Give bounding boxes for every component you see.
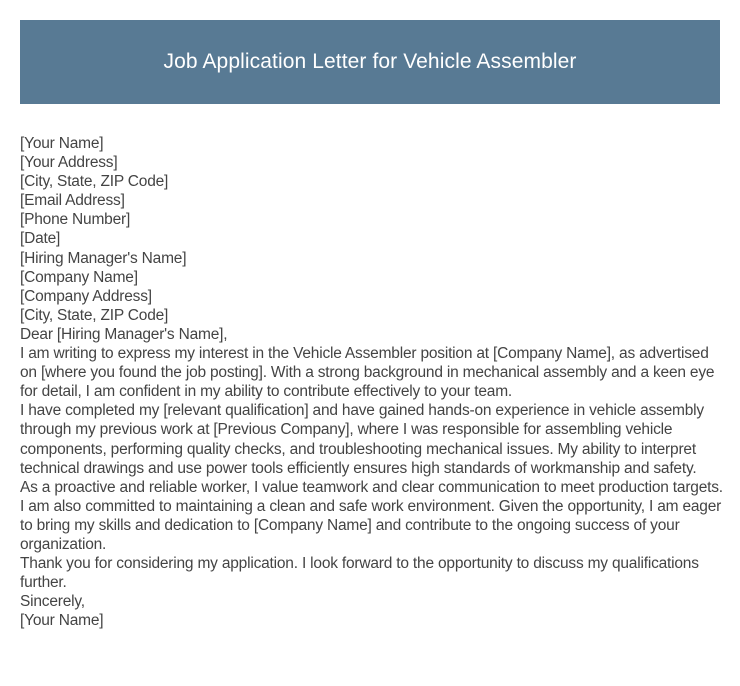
sender-email: [Email Address] — [20, 192, 125, 210]
sender-address: [Your Address] — [20, 154, 118, 172]
paragraph-qualities: As a proactive and reliable worker, I value teamwork and clear communication to meet production targets. I am also committed to maintaining a clean and safe work environment. Given the opportunity, I am eager to bring my skills and dedication to [Company Name] and contribute to the ongoing success of your organization. — [20, 478, 723, 553]
letter-date: [Date] — [20, 230, 61, 248]
salutation: Dear [Hiring Manager's Name], — [20, 325, 228, 343]
letter-header — [20, 20, 720, 104]
paragraph-thanks: Thank you for considering my application. I look forward to the opportunity to discuss my qualifications further. — [20, 555, 699, 592]
sender-name: [Your Name] — [20, 135, 104, 152]
letter-body — [20, 134, 725, 630]
recipient-company-name: [Company Name] — [20, 268, 138, 286]
recipient-company-address: [Company Address] — [20, 287, 152, 305]
closing: Sincerely, — [20, 593, 85, 611]
recipient-city-state-zip: [City, State, ZIP Code] — [20, 306, 169, 324]
signature: [Your Name] — [20, 612, 104, 630]
paragraph-introduction: I am writing to express my interest in the Vehicle Assembler position at [Company Name], as advertised on [where you found the job posting]. With a strong background in mechanical assembly and a keen eye for detail, I am confident in my ability to contribute effectively to your team. — [20, 345, 715, 401]
recipient-hiring-manager: [Hiring Manager's Name] — [20, 249, 187, 267]
sender-city-state-zip: [City, State, ZIP Code] — [20, 173, 169, 191]
sender-phone: [Phone Number] — [20, 211, 131, 229]
paragraph-experience: I have completed my [relevant qualification] and have gained hands-on experience in vehicle assembly through my previous work at [Previous Company], where I was responsible for assembling vehicle components, performing quality checks, and troubleshooting mechanical issues. My ability to interpret technical drawings and use power tools efficiently ensures high standards of workmanship and safety. — [20, 402, 704, 477]
page-title: Job Application Letter for Vehicle Assembler — [163, 50, 577, 73]
